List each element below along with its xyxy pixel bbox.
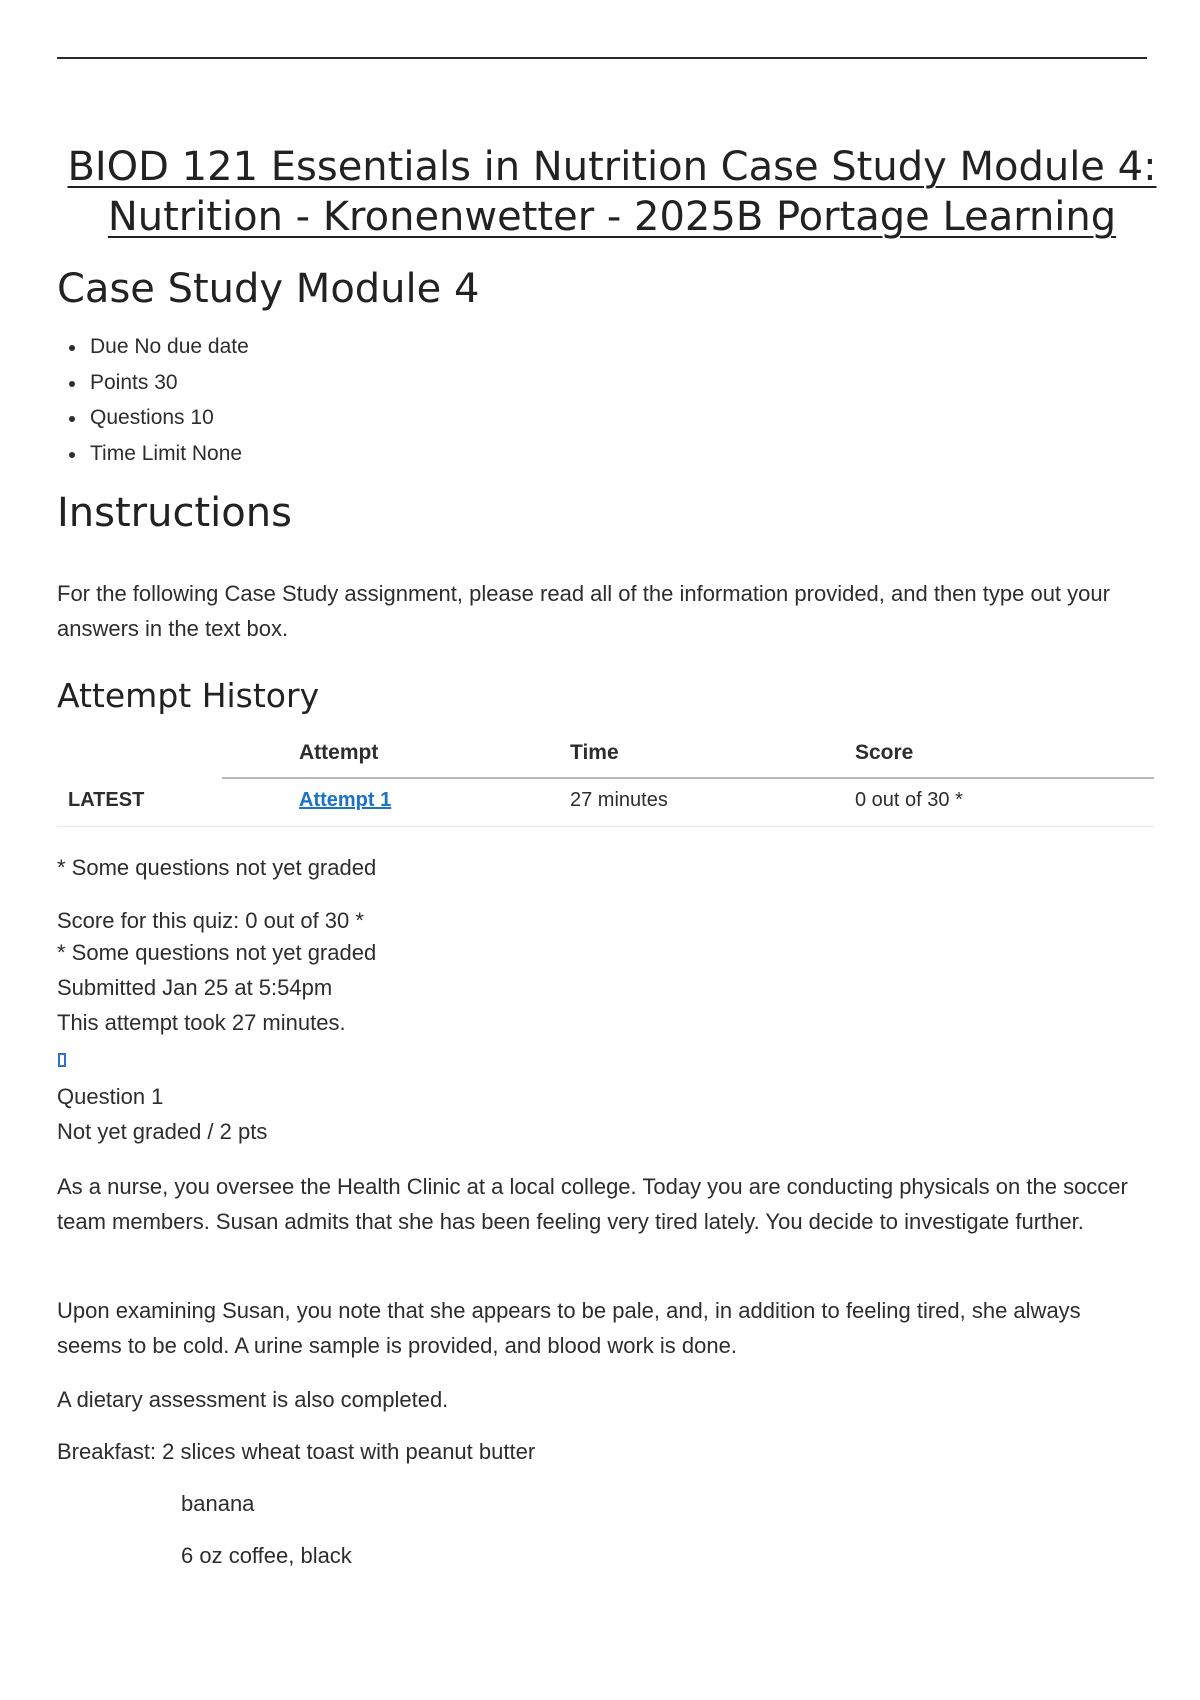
attempt-time: 27 minutes bbox=[570, 789, 668, 811]
score-note: * Some questions not yet graded bbox=[57, 940, 377, 965]
meta-questions: Questions 10 bbox=[57, 405, 249, 441]
submitted-timestamp: Submitted Jan 25 at 5:54pm bbox=[57, 975, 333, 1000]
header-divider bbox=[222, 777, 1154, 779]
question-paragraph-3: A dietary assessment is also completed. bbox=[57, 1387, 449, 1412]
question-status: Not yet graded / 2 pts bbox=[57, 1119, 268, 1144]
attempt-duration: This attempt took 27 minutes. bbox=[57, 1010, 346, 1035]
document-title: BIOD 121 Essentials in Nutrition Case Study Module 4: Nutrition - Kronenwetter - 2025B Portage Learning bbox=[67, 144, 1157, 240]
column-header-time: Time bbox=[570, 741, 619, 764]
latest-label: LATEST bbox=[68, 789, 145, 811]
question-paragraph-1: As a nurse, you oversee the Health Clinic at a local college. Today you are conducting physicals on the soccer team members. Susan admits that she has been feeling very tired lately. You decide to investigate further. bbox=[57, 1174, 1128, 1234]
attempt-history-table bbox=[57, 735, 1154, 830]
column-header-score: Score bbox=[855, 741, 914, 764]
quiz-score-line: Score for this quiz: 0 out of 30 * bbox=[57, 908, 364, 933]
question-paragraph-2: Upon examining Susan, you note that she appears to be pale, and, in addition to feeling tired, she always seems to be cold. A urine sample is provided, and blood work is done. bbox=[57, 1298, 1081, 1358]
breakfast-item-banana: banana bbox=[181, 1491, 255, 1516]
quiz-heading: Case Study Module 4 bbox=[57, 266, 480, 312]
attempt-1-link[interactable]: Attempt 1 bbox=[299, 789, 392, 811]
table-footnote: * Some questions not yet graded bbox=[57, 855, 377, 880]
breakfast-label: Breakfast: 2 slices wheat toast with peanut butter bbox=[57, 1439, 536, 1464]
top-divider bbox=[57, 57, 1147, 59]
attempt-history-heading: Attempt History bbox=[57, 676, 320, 715]
attempt-score: 0 out of 30 * bbox=[855, 789, 963, 811]
instructions-heading: Instructions bbox=[57, 490, 292, 536]
flag-icon[interactable] bbox=[58, 1053, 66, 1067]
meta-time-limit: Time Limit None bbox=[57, 441, 249, 477]
breakfast-item-coffee: 6 oz coffee, black bbox=[181, 1543, 352, 1568]
column-header-attempt: Attempt bbox=[299, 741, 379, 764]
meta-due: Due No due date bbox=[57, 334, 249, 370]
quiz-meta-list bbox=[57, 334, 249, 476]
meta-points: Points 30 bbox=[57, 370, 249, 406]
instructions-text: For the following Case Study assignment, please read all of the information provided, and then type out your answers in the text box. bbox=[57, 581, 1110, 641]
row-divider bbox=[57, 826, 1154, 827]
question-title: Question 1 bbox=[57, 1084, 164, 1109]
